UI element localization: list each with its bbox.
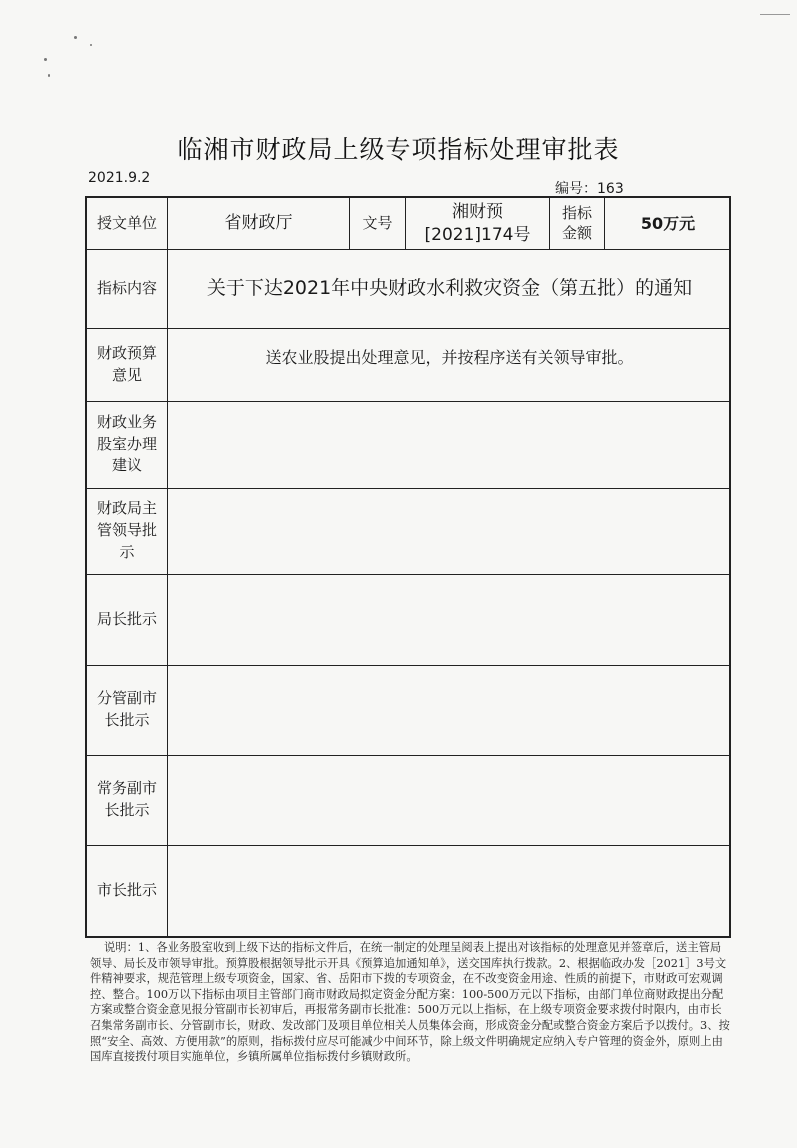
scan-speck: [44, 58, 47, 61]
content-value: 关于下达2021年中央财政水利救灾资金（第五批）的通知: [206, 276, 693, 299]
vice-mayor-field[interactable]: [168, 665, 731, 755]
director-approval-label: 局长批示: [96, 609, 157, 628]
document-date: 2021.9.2: [88, 170, 151, 186]
mayor-field[interactable]: [168, 845, 731, 936]
leader-approval-label: 财政局主 管领导批 示: [96, 499, 157, 561]
scan-speck: [90, 44, 92, 46]
exec-vice-mayor-field[interactable]: [168, 755, 731, 845]
approval-form-table: [85, 196, 731, 938]
amount-value: 50万元: [640, 213, 696, 233]
docno-value: [406, 198, 549, 249]
docno-label: 文号: [362, 213, 393, 232]
budget-label: 财政预算 意见: [96, 343, 157, 384]
dept-suggestion-label: 财政业务 股室办理 建议: [96, 412, 157, 475]
vice-mayor-label: 分管副市 长批示: [96, 689, 157, 729]
budget-opinion: 送农业股提出处理意见，并按程序送有关领导审批。: [265, 348, 634, 368]
amount-label: 指标 金额: [561, 204, 592, 242]
scan-speck: [74, 36, 77, 39]
notes-paragraph: 说明：1、各业务股室收到上级下达的指标文件后，在统一制定的处理呈阅表上提出对该指标的处理意见并签章后，送主管局领导、局长及市领导审批。预算股根据领导批示开具《预算追加通知单》，送交国库执行拨款。2、根据临政办发［2021］3号文件精神要求，规范管理上级专项资金，国家、省、岳阳市下拨的专项资金，在不改变资金用途、性质的前提下，市财政可宏观调控、整合。100万以下指标由项目主管部门商市财政局拟定资金分配方案：100-500万元以下指标，由部门单位商财政提出分配方案或整合资金意见报分管副市长初审后，再报常务副市长批准：500万元以上指标，在上级专项资金要求拨付时限内，由市长召集常务副市长、分管副市长，财政、发改部门及项目单位相关人员集体会商，形成资金分配或整合资金方案后予以拨付。3、按照“安全、高效、方便用款”的原则，指标拨付应尽可能减少中间环节，除上级文件明确规定应纳入专户管理的资金外，原则上由国库直接拨付项目实施单位，乡镇所属单位指标拨付乡镇财政所。: [90, 941, 730, 1064]
content-label: 指标内容: [96, 278, 157, 297]
dept-suggestion-field[interactable]: [168, 401, 731, 488]
sender-label: 授文单位: [96, 213, 157, 232]
scan-edge: [760, 14, 790, 15]
scan-speck: [48, 74, 50, 77]
docno-line1: 湘财预: [452, 202, 503, 223]
director-approval-field[interactable]: [168, 574, 731, 665]
exec-vice-mayor-label: 常务副市 长批示: [96, 779, 157, 819]
page-title: 临湘市财政局上级专项指标处理审批表: [177, 135, 620, 164]
sender-value: 省财政厅: [224, 213, 293, 234]
docno-line2: [2021]174号: [424, 224, 531, 245]
serial-number: 编号：163: [555, 181, 624, 197]
leader-approval-field[interactable]: [168, 488, 731, 574]
mayor-label: 市长批示: [96, 880, 157, 899]
